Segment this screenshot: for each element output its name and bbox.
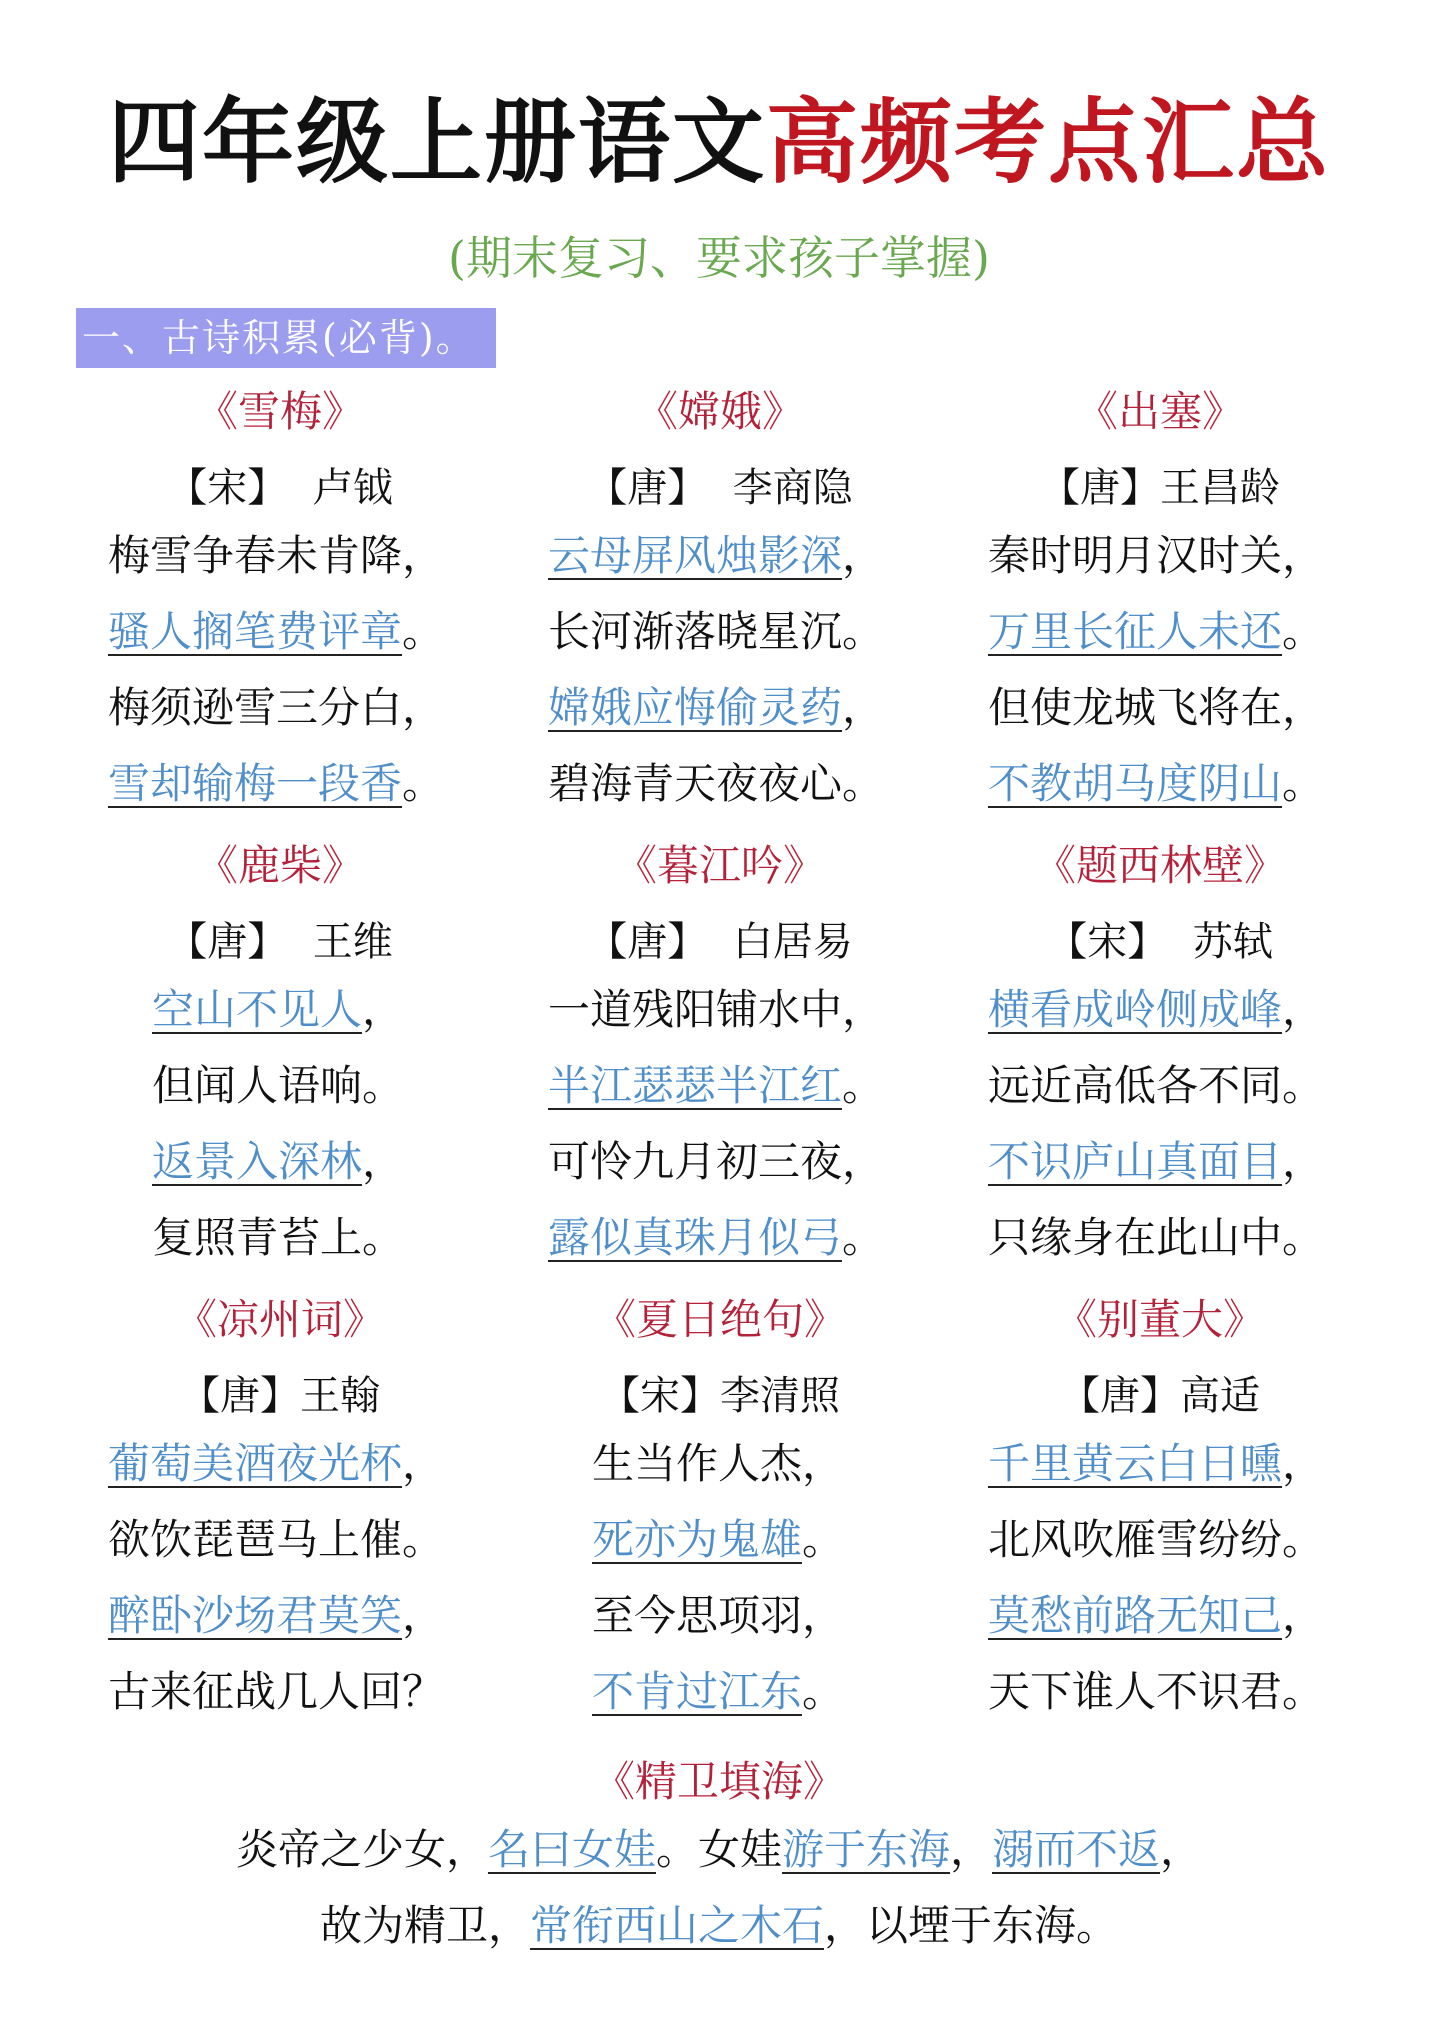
verse-text: 一道残阳铺水中 bbox=[548, 985, 843, 1034]
poem-line bbox=[70, 1200, 490, 1276]
verse-punctuation: 。 bbox=[1282, 607, 1325, 656]
poem-line bbox=[510, 1048, 930, 1124]
highlighted-verse: 不肯过江东 bbox=[592, 1667, 803, 1716]
poem-line bbox=[510, 1426, 930, 1502]
highlighted-verse: 不识庐山真面目 bbox=[988, 1137, 1283, 1186]
verse-punctuation: ， bbox=[402, 1591, 445, 1640]
poem-line bbox=[950, 1200, 1370, 1276]
poem-card bbox=[510, 836, 930, 1276]
verse-punctuation: ， bbox=[402, 531, 445, 580]
poem-line bbox=[70, 972, 490, 1048]
phrase-text: ， bbox=[1160, 1825, 1203, 1874]
poem-card bbox=[510, 1290, 930, 1730]
poem-title: 《暮江吟》 bbox=[614, 841, 825, 890]
highlighted-verse: 万里长征人未还 bbox=[988, 607, 1283, 656]
title-black: 四年级上册语文 bbox=[107, 89, 766, 196]
verse-punctuation: ， bbox=[1282, 1137, 1325, 1186]
highlighted-verse: 云母屏风烛影深 bbox=[548, 531, 843, 580]
poem-line bbox=[950, 972, 1370, 1048]
verse-punctuation: 。 bbox=[402, 607, 445, 656]
verse-punctuation: 。 bbox=[402, 1515, 445, 1564]
poem-line bbox=[510, 594, 930, 670]
verse-text: 梅雪争春未肯降 bbox=[108, 531, 403, 580]
verse-punctuation: 。 bbox=[1282, 759, 1325, 808]
poem-author: 【唐】王翰 bbox=[180, 1373, 380, 1419]
phrase-text: ，以堙于东海。 bbox=[824, 1901, 1119, 1950]
verse-text: 但闻人语响 bbox=[152, 1061, 363, 1110]
verse-punctuation: 。 bbox=[842, 1213, 885, 1262]
poem-title: 《嫦娥》 bbox=[635, 387, 804, 436]
poem-line bbox=[950, 594, 1370, 670]
poem-card bbox=[950, 836, 1370, 1276]
verse-text: 梅须逊雪三分白 bbox=[108, 683, 403, 732]
verse-punctuation: 。 bbox=[842, 759, 885, 808]
poem-title: 《题西林壁》 bbox=[1033, 841, 1286, 890]
poem-author: 【唐】高适 bbox=[1060, 1373, 1260, 1419]
jingwei-title: 《精卫填海》 bbox=[592, 1757, 845, 1806]
verse-text: 至今思项羽 bbox=[592, 1591, 803, 1640]
poem-author: 【宋】李清照 bbox=[600, 1373, 840, 1419]
poem-line bbox=[510, 746, 930, 822]
highlighted-verse: 千里黄云白日曛 bbox=[988, 1439, 1283, 1488]
poem-author: 【唐】 白居易 bbox=[587, 919, 853, 965]
poem-title: 《别董大》 bbox=[1054, 1295, 1265, 1344]
verse-text: 只缘身在此山中 bbox=[988, 1213, 1283, 1262]
jingwei-line-2 bbox=[0, 1888, 1438, 1964]
section-header: 一、古诗积累(必背)。 bbox=[76, 308, 496, 368]
phrase-text: ， bbox=[950, 1825, 993, 1874]
highlighted-verse: 嫦娥应悔偷灵药 bbox=[548, 683, 843, 732]
verse-text: 远近高低各不同 bbox=[988, 1061, 1283, 1110]
highlighted-verse: 醉卧沙场君莫笑 bbox=[108, 1591, 403, 1640]
verse-punctuation: ， bbox=[1282, 985, 1325, 1034]
poem-line bbox=[950, 1124, 1370, 1200]
verse-text: 欲饮琵琶马上催 bbox=[108, 1515, 403, 1564]
verse-punctuation: 。 bbox=[1282, 1213, 1325, 1262]
verse-punctuation: ？ bbox=[402, 1667, 445, 1716]
highlighted-phrase: 常衔西山之木石 bbox=[529, 1901, 824, 1950]
poem-title: 《凉州词》 bbox=[174, 1295, 385, 1344]
poem-line bbox=[510, 518, 930, 594]
poem-author: 【宋】 卢钺 bbox=[167, 465, 393, 511]
poem-line bbox=[950, 1048, 1370, 1124]
verse-text: 古来征战几人回 bbox=[108, 1667, 403, 1716]
poem-line bbox=[70, 670, 490, 746]
highlighted-phrase: 溺而不返 bbox=[992, 1825, 1161, 1874]
poem-line bbox=[950, 518, 1370, 594]
poem-line bbox=[510, 1654, 930, 1730]
title-red: 高频考点汇总 bbox=[766, 89, 1331, 196]
verse-text: 生当作人杰 bbox=[592, 1439, 803, 1488]
verse-punctuation: ， bbox=[802, 1439, 845, 1488]
highlighted-verse: 葡萄美酒夜光杯 bbox=[108, 1439, 403, 1488]
poem-line bbox=[950, 1578, 1370, 1654]
poem-title: 《出塞》 bbox=[1075, 387, 1244, 436]
poem-author: 【唐】 李商隐 bbox=[587, 465, 853, 511]
verse-punctuation: ， bbox=[1282, 1591, 1325, 1640]
poem-line bbox=[510, 972, 930, 1048]
verse-punctuation: ， bbox=[1282, 683, 1325, 732]
poem-card bbox=[70, 1290, 490, 1730]
poem-line bbox=[510, 1578, 930, 1654]
verse-punctuation: ， bbox=[842, 985, 885, 1034]
verse-punctuation: 。 bbox=[1282, 1061, 1325, 1110]
poem-author: 【宋】 苏轼 bbox=[1047, 919, 1273, 965]
verse-punctuation: 。 bbox=[362, 1061, 405, 1110]
page-subtitle: (期末复习、要求孩子掌握) bbox=[448, 231, 990, 285]
poem-line bbox=[70, 1578, 490, 1654]
poem-line bbox=[950, 1654, 1370, 1730]
phrase-text: 故为精卫， bbox=[319, 1901, 530, 1950]
verse-text: 复照青苔上 bbox=[152, 1213, 363, 1262]
verse-text: 碧海青天夜夜心 bbox=[548, 759, 843, 808]
highlighted-phrase: 名曰女娃 bbox=[487, 1825, 656, 1874]
verse-text: 可怜九月初三夜 bbox=[548, 1137, 843, 1186]
verse-text: 天下谁人不识君 bbox=[988, 1667, 1283, 1716]
highlighted-verse: 露似真珠月似弓 bbox=[548, 1213, 843, 1262]
verse-punctuation: 。 bbox=[842, 607, 885, 656]
highlighted-verse: 返景入深林 bbox=[152, 1137, 363, 1186]
verse-text: 长河渐落晓星沉 bbox=[548, 607, 843, 656]
highlighted-verse: 半江瑟瑟半江红 bbox=[548, 1061, 843, 1110]
poem-line bbox=[950, 746, 1370, 822]
poem-line bbox=[510, 1200, 930, 1276]
highlighted-verse: 不教胡马度阴山 bbox=[988, 759, 1283, 808]
poem-line bbox=[950, 1502, 1370, 1578]
verse-text: 但使龙城飞将在 bbox=[988, 683, 1283, 732]
poem-line bbox=[950, 1426, 1370, 1502]
poem-title: 《雪梅》 bbox=[195, 387, 364, 436]
verse-punctuation: 。 bbox=[362, 1213, 405, 1262]
verse-text: 北风吹雁雪纷纷 bbox=[988, 1515, 1283, 1564]
verse-punctuation: ， bbox=[402, 683, 445, 732]
poem-line bbox=[70, 1124, 490, 1200]
poem-line bbox=[70, 518, 490, 594]
verse-punctuation: ， bbox=[842, 531, 885, 580]
verse-punctuation: ， bbox=[402, 1439, 445, 1488]
poem-line bbox=[510, 1502, 930, 1578]
verse-punctuation: ， bbox=[362, 1137, 405, 1186]
poem-author: 【唐】 王维 bbox=[167, 919, 393, 965]
highlighted-verse: 横看成岭侧成峰 bbox=[988, 985, 1283, 1034]
poem-card bbox=[950, 382, 1370, 822]
poem-card bbox=[70, 382, 490, 822]
verse-punctuation: ， bbox=[362, 985, 405, 1034]
verse-text: 秦时明月汉时关 bbox=[988, 531, 1283, 580]
poem-line bbox=[950, 670, 1370, 746]
poem-title: 《夏日绝句》 bbox=[593, 1295, 846, 1344]
phrase-text: 。女娃 bbox=[655, 1825, 782, 1874]
poem-line bbox=[70, 594, 490, 670]
jingwei-line-1 bbox=[0, 1812, 1438, 1888]
highlighted-verse: 空山不见人 bbox=[152, 985, 363, 1034]
verse-punctuation: 。 bbox=[802, 1667, 845, 1716]
poem-card bbox=[950, 1290, 1370, 1730]
highlighted-verse: 骚人搁笔费评章 bbox=[108, 607, 403, 656]
poem-line bbox=[70, 1048, 490, 1124]
highlighted-verse: 雪却输梅一段香 bbox=[108, 759, 403, 808]
phrase-text: 炎帝之少女， bbox=[235, 1825, 488, 1874]
poem-line bbox=[510, 670, 930, 746]
poem-card bbox=[70, 836, 490, 1276]
verse-punctuation: ， bbox=[842, 683, 885, 732]
verse-punctuation: ， bbox=[842, 1137, 885, 1186]
highlighted-verse: 死亦为鬼雄 bbox=[592, 1515, 803, 1564]
highlighted-phrase: 游于东海 bbox=[781, 1825, 950, 1874]
poem-author: 【唐】王昌龄 bbox=[1040, 465, 1280, 511]
verse-punctuation: 。 bbox=[842, 1061, 885, 1110]
poem-line bbox=[70, 1654, 490, 1730]
verse-punctuation: 。 bbox=[802, 1515, 845, 1564]
page-title bbox=[0, 88, 1438, 198]
poem-line bbox=[70, 1502, 490, 1578]
poem-line bbox=[70, 1426, 490, 1502]
verse-punctuation: 。 bbox=[1282, 1667, 1325, 1716]
verse-punctuation: ， bbox=[1282, 1439, 1325, 1488]
verse-punctuation: 。 bbox=[402, 759, 445, 808]
highlighted-verse: 莫愁前路无知己 bbox=[988, 1591, 1283, 1640]
verse-punctuation: ， bbox=[1282, 531, 1325, 580]
poem-line bbox=[70, 746, 490, 822]
verse-punctuation: 。 bbox=[1282, 1515, 1325, 1564]
poem-card bbox=[510, 382, 930, 822]
verse-punctuation: ， bbox=[802, 1591, 845, 1640]
poem-line bbox=[510, 1124, 930, 1200]
poem-title: 《鹿柴》 bbox=[195, 841, 364, 890]
